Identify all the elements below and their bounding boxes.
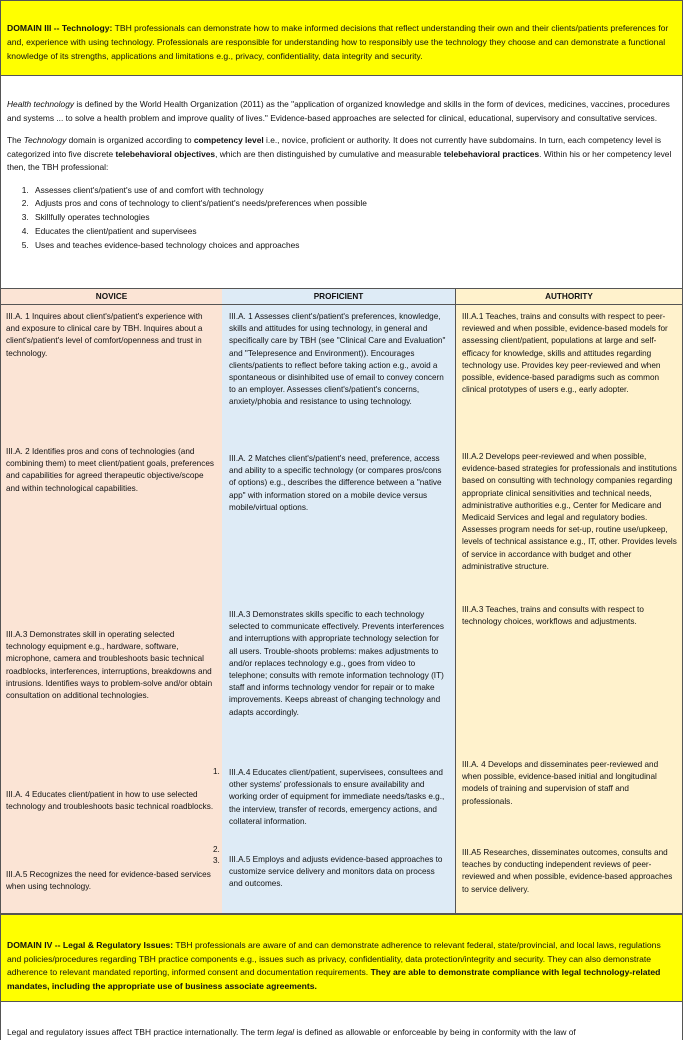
authority-cell-3: III.A.3 Teaches, trains and consults with respect to technology choices, workflows and adjustments. <box>462 605 644 627</box>
list-item: 2. Adjusts pros and cons of technology to client's/patient's needs/preferences when possible <box>31 197 676 211</box>
list-item: 3. Skillfully operates technologies <box>31 211 676 225</box>
domain-iv-heading: DOMAIN IV -- Legal & Regulatory Issues: <box>7 940 174 950</box>
authority-cell-5: III.A5 Researches, disseminates outcomes, consults and teaches by conducting independent reviews of peer-reviewed and when possible, evidence-based approaches to service delivery. <box>462 848 673 894</box>
proficient-cell-3: III.A.3 Demonstrates skills specific to each technology selected to communicate effectively. Prevents interferences and interruptions with appropriate technology selection for all users. Trouble-shoots problems: makes adjustments to and/or replaces technology e.g., goes from video to telephone; consults with remote information technology (IT) staff and informs technology vendor for repair or to make improvements. Keeps abreast of changing technology and adapts accordingly. <box>229 610 444 717</box>
competency-table <box>0 288 683 914</box>
domain-iii-heading: DOMAIN III -- Technology: <box>7 23 113 33</box>
proficient-header: PROFICIENT <box>222 289 455 305</box>
domain-iv-text: TBH professionals are aware of and can demonstrate adherence to relevant federal, state/provincial, and local laws, regulations and policies/procedures regarding TBH practice components e.g., issues such as privacy, confidentiality, data protection/integrity and security. They can also demonstrate adherence to relevant mandated reporting, informed consent and documentation requirements. <box>7 940 661 977</box>
intro-paragraph-1-text: is defined by the World Health Organization (2011) as the "application of organized knowledge and skills in the form of devices, medicines, vaccines, procedures and systems ... to solve a health problem and improve quality of lives." Evidence-based approaches are selected for clinical, educational, supervisory and consultative services. <box>7 99 670 123</box>
outro-b: is defined as allowable or enforceable by being in conformity with the law of <box>294 1027 576 1037</box>
proficient-cell-5: III.A.5 Employs and adjusts evidence-based approaches to customize service delivery and monitors data on process and outcomes. <box>229 855 443 889</box>
professional-list <box>7 184 676 253</box>
list-item: 5. Uses and teaches evidence-based technology choices and approaches <box>31 239 676 253</box>
outro-a: Legal and regulatory issues affect TBH practice internationally. The term <box>7 1027 277 1037</box>
authority-header: AUTHORITY <box>456 289 682 305</box>
authority-cell-1: III.A.1 Teaches, trains and consults with respect to peer-reviewed and when possible, evidence-based models for assessing client/patient, populations at large and self-efficacy for knowledge, skills and attitudes regarding technology use. Provides key peer-reviewed and when possible, evidence-based paradigms such as common clinical prototypes of users e.g., early adopter. <box>462 312 668 395</box>
list-item: 4. Educates the client/patient and supervisees <box>31 225 676 239</box>
telebehavioral-objectives-term: telebehavioral objectives <box>115 148 216 159</box>
authority-column <box>456 289 682 913</box>
proficient-cell-4: III.A.4 Educates client/patient, supervisees, consultees and other systems' professionals to ensure availability and working order of equipment for immediate needs/tasks e.g., the interview, transfer of records, emergency actions, and collateral information. <box>229 768 445 826</box>
authority-cell-4: III.A. 4 Develops and disseminates peer-reviewed and when possible, evidence-based initial and longitudinal models of training and supervision of staff and professionals. <box>462 760 659 806</box>
novice-cell-1: III.A. 1 Inquires about client's/patient's experience with and exposure to clinical care by TBH. Inquires about a client's/patient's level of comfort/openness and trust in technology. <box>6 312 203 358</box>
domain-iv-bold-text: They are able to demonstrate compliance with legal technology-related mandates, including the appropriate use of business associate agreements. <box>7 967 661 991</box>
intro-paragraph-2 <box>7 134 676 175</box>
proficient-cell-2: III.A. 2 Matches client's/patient's need, preference, access and ability to a specific technology (or compares pros/cons of options) e.g., describes the difference between a "native app" with information stored on a mobile device versus mobile/virtual options. <box>229 454 442 512</box>
list-item: 1. Assesses client's/patient's use of and comfort with technology <box>31 184 676 198</box>
domain-iv-intro <box>0 1002 683 1040</box>
health-technology-term: Health technology <box>7 99 75 109</box>
p2-e: . Within his or her competency level then, the TBH professional: <box>7 148 672 172</box>
p2-d: , which are then distinguished by cumulative and measurable <box>215 148 444 159</box>
proficient-cell-1: III.A. 1 Assesses client's/patient's preferences, knowledge, skills and attitudes for using technology, in general and specifically care by TBH (see "Clinical Care and Evaluation" and "Telepresence and Environment)). Encourages clients/patients to reflect before taking action e.g., avoid a spontaneous or disinhibited use of email to convey concern to an employer. Assesses client's/patient's concerns, anxiety/phobia and resistance to using technology. <box>229 312 446 407</box>
intro-paragraph-1 <box>7 98 676 125</box>
novice-cell-2: III.A. 2 Identifies pros and cons of technologies (and combining them) to meet client/patient goals, preferences and capabilities for agreed therapeutic objective/scope and within technological capabilities. <box>6 447 214 493</box>
proficient-column <box>222 289 456 913</box>
novice-cell-5: III.A.5 Recognizes the need for evidence-based services when using technology. <box>6 870 211 892</box>
telebehavioral-practices-term: telebehavioral practices <box>443 148 540 159</box>
authority-cell-2: III.A.2 Develops peer-reviewed and when possible, evidence-based strategies for professionals and institutions based on consulting with technology companies regarding appropriate clinical sensitivities and technical needs, administrative authorities e.g., Center for Medicare and Medicaid Services and legal and regulatory bodies. Assesses program needs for set-up, routine use/upkeep, levels of technical assistance e.g., IT, other. Provides levels of service in accordance with budget and other administrative structure. <box>462 452 677 571</box>
competency-level-term: competency level <box>193 135 264 145</box>
p2-a: The <box>7 135 24 145</box>
p2-b: domain is organized according to <box>66 135 194 145</box>
novice-header: NOVICE <box>1 289 222 305</box>
novice-cell-4: III.A. 4 Educates client/patient in how to use selected technology and troubleshoots basic technical roadblocks. <box>6 790 214 812</box>
domain-iv-band <box>0 914 683 1002</box>
domain-iii-intro <box>0 76 683 288</box>
novice-cell-3: III.A.3 Demonstrates skill in operating selected technology equipment e.g., hardware, software, microphone, camera and troubleshoots basic technical roadblocks, interferences, interruptions, breakdowns and intrusions. Identifies ways to problem-solve and/or obtain consultation on additional technologies. <box>6 630 213 701</box>
p2-c: i.e., novice, proficient or authority. It does not currently have subdomains. In turn, each competency level is categorized into five discrete <box>7 135 662 159</box>
legal-term: legal <box>276 1027 295 1037</box>
stray-number-2: 2. <box>213 845 220 854</box>
domain-iii-band <box>0 0 683 76</box>
stray-number-3: 3. <box>213 856 220 865</box>
stray-number-1: 1. <box>213 767 220 776</box>
domain-iii-text: TBH professionals can demonstrate how to make informed decisions that reflect understanding their own and their clients/patients preferences for and, experience with using technology. Professionals are responsible for understanding how to responsibly use the technology they choose and can demonstrate a functional knowledge of its strengths, applications and limitations e.g., privacy, confidentiality, data integrity and security. <box>7 23 669 61</box>
technology-term: Technology <box>23 135 67 145</box>
novice-column <box>1 289 223 913</box>
